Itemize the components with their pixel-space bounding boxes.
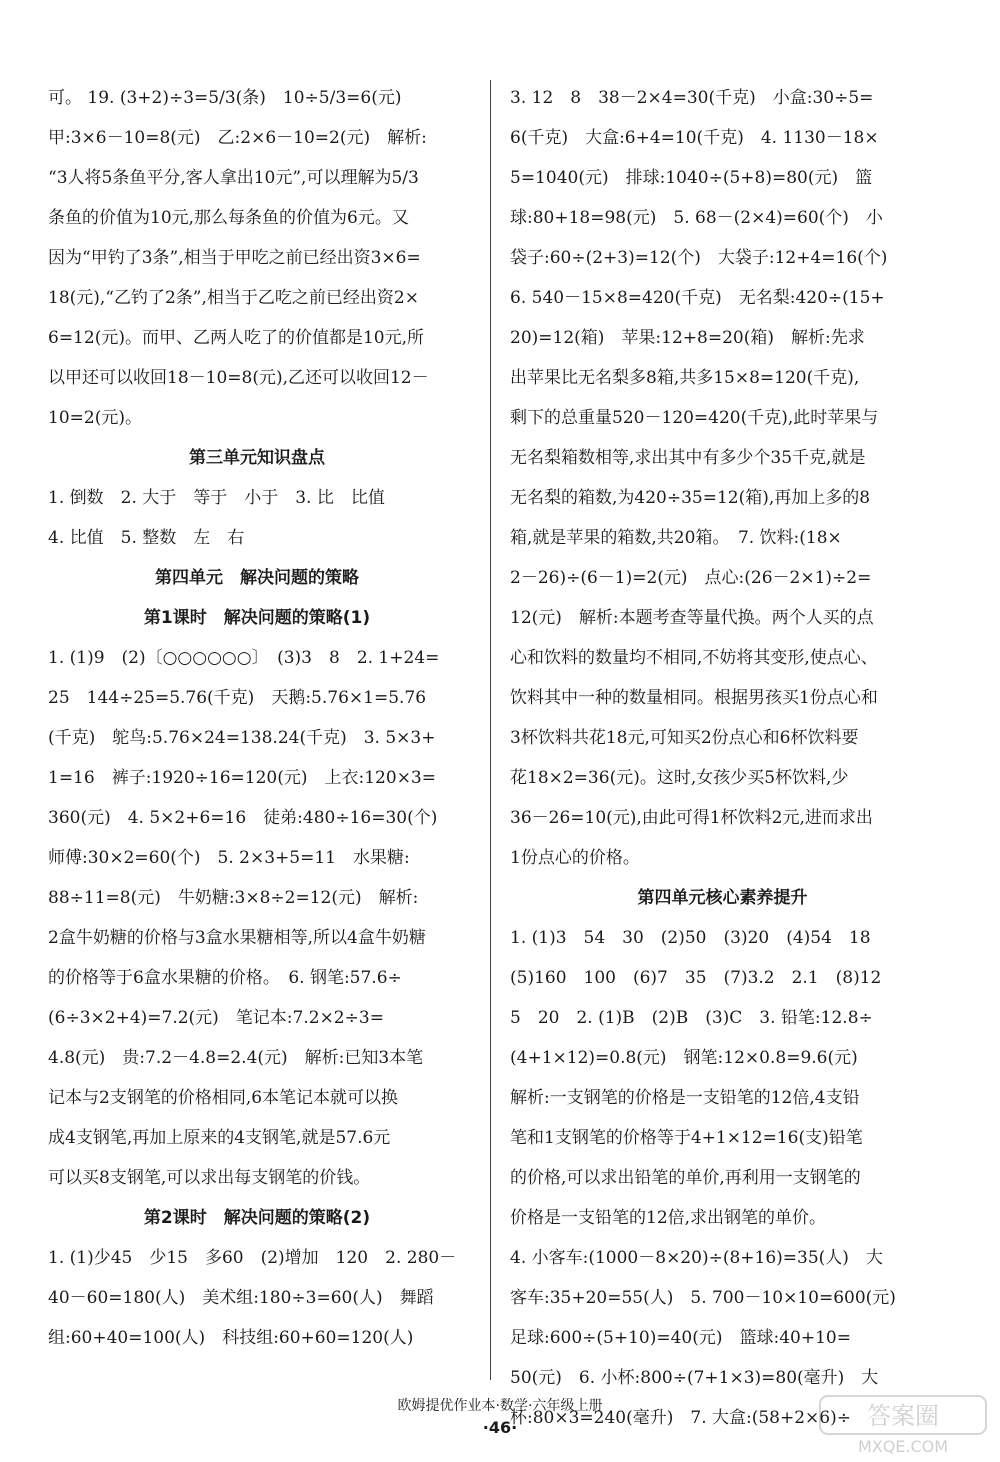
text-line: 12(元) 解析:本题考查等量代换。两个人买的点: [510, 608, 874, 628]
text-line: 1份点心的价格。: [510, 848, 640, 868]
text-line: 6(千克) 大盒:6+4=10(千克) 4. 1130－18×: [510, 128, 879, 148]
watermark-logo: [818, 1394, 988, 1458]
text-line: (6÷3×2+4)=7.2(元) 笔记本:7.2×2÷3=: [48, 1008, 384, 1028]
text-line: 无名梨的箱数,为420÷35=12(箱),再加上多的8: [510, 488, 871, 508]
text-line: 5=1040(元) 排球:1040÷(5+8)=80(元) 篮: [510, 168, 873, 188]
text-line: 1=16 裤子:1920÷16=120(元) 上衣:120×3=: [48, 768, 436, 788]
text-line: 因为“甲钓了3条”,相当于甲吃之前已经出资3×6=: [48, 248, 421, 268]
text-line: 组:60+40=100(人) 科技组:60+60=120(人): [48, 1328, 414, 1348]
text-line: 的价格,可以求出铅笔的单价,再利用一支钢笔的: [510, 1168, 861, 1188]
text-line: 足球:600÷(5+10)=40(元) 篮球:40+10=: [510, 1328, 851, 1348]
text-line: 可以买8支钢笔,可以求出每支钢笔的价钱。: [48, 1168, 371, 1188]
text-line: 50(元) 6. 小杯:800÷(7+1×3)=80(毫升) 大: [510, 1368, 879, 1388]
column-divider: [490, 80, 491, 1380]
text-line: 剩下的总重量520－120=420(千克),此时苹果与: [510, 408, 879, 428]
section-heading: 第2课时 解决问题的策略(2): [143, 1208, 371, 1228]
text-line: 1. 倒数 2. 大于 等于 小于 3. 比 比值: [48, 488, 385, 508]
text-line: 3. 12 8 38－2×4=30(千克) 小盒:30÷5=: [510, 88, 874, 108]
text-line: 甲:3×6－10=8(元) 乙:2×6－10=2(元) 解析:: [48, 128, 427, 148]
text-line: 4. 比值 5. 整数 左 右: [48, 528, 245, 548]
section-heading: 第三单元知识盘点: [189, 448, 325, 468]
text-line: 1. (1)3 54 30 (2)50 (3)20 (4)54 18: [510, 928, 871, 948]
svg-text:MXQE.COM: MXQE.COM: [857, 1437, 949, 1456]
text-line: 师傅:30×2=60(个) 5. 2×3+5=11 水果糖:: [48, 848, 410, 868]
text-line: 箱,就是苹果的箱数,共20箱。 7. 饮料:(18×: [510, 528, 842, 548]
text-line: 记本与2支钢笔的价格相同,6本笔记本就可以换: [48, 1088, 399, 1108]
section-heading: 第四单元核心素养提升: [637, 888, 808, 908]
text-line: 客车:35+20=55(人) 5. 700－10×10=600(元): [510, 1288, 896, 1308]
left-column: [48, 78, 466, 1358]
text-line: 18(元),“乙钓了2条”,相当于乙吃之前已经出资2×: [48, 288, 419, 308]
text-line: (5)160 100 (6)7 35 (7)3.2 2.1 (8)12: [510, 968, 882, 988]
svg-text:答案圈: 答案圈: [867, 1402, 939, 1430]
text-line: 杯:80×3=240(毫升) 7. 大盒:(58+2×6)÷: [510, 1408, 851, 1428]
text-line: (千克) 鸵鸟:5.76×24=138.24(千克) 3. 5×3+: [48, 728, 436, 748]
text-line: 饮料其中一种的数量相同。根据男孩买1份点心和: [510, 688, 878, 708]
section-heading: 第1课时 解决问题的策略(1): [143, 608, 371, 628]
text-line: 无名梨箱数相等,求出其中有多少个35千克,就是: [510, 448, 866, 468]
text-line: 6=12(元)。而甲、乙两人吃了的价值都是10元,所: [48, 328, 424, 348]
text-line: 花18×2=36(元)。这时,女孩少买5杯饮料,少: [510, 768, 849, 788]
text-line: 360(元) 4. 5×2+6=16 徒弟:480÷16=30(个): [48, 808, 438, 828]
text-line: 10=2(元)。: [48, 408, 142, 428]
text-line: 3杯饮料共花18元,可知买2份点心和6杯饮料要: [510, 728, 859, 748]
text-line: 成4支钢笔,再加上原来的4支钢笔,就是57.6元: [48, 1128, 391, 1148]
text-line: 解析:一支钢笔的价格是一支铅笔的12倍,4支铅: [510, 1088, 860, 1108]
text-line: 心和饮料的数量均不相同,不妨将其变形,使点心、: [510, 648, 878, 668]
text-line: 以甲还可以收回18－10=8(元),乙还可以收回12－: [48, 368, 429, 388]
text-line: 2－26)÷(6－1)=2(元) 点心:(26－2×1)÷2=: [510, 568, 872, 588]
text-line: 5 20 2. (1)B (2)B (3)C 3. 铅笔:12.8÷: [510, 1008, 873, 1028]
text-line: 可。 19. (3+2)÷3=5/3(条) 10÷5/3=6(元): [48, 88, 402, 108]
text-line: 88÷11=8(元) 牛奶糖:3×8÷2=12(元) 解析:: [48, 888, 419, 908]
text-line: 1. (1)少45 少15 多60 (2)增加 120 2. 280－: [48, 1248, 457, 1268]
section-heading: 第四单元 解决问题的策略: [155, 568, 359, 588]
text-line: 4.8(元) 贵:7.2－4.8=2.4(元) 解析:已知3本笔: [48, 1048, 424, 1068]
text-line: 20)=12(箱) 苹果:12+8=20(箱) 解析:先求: [510, 328, 865, 348]
text-line: 2盒牛奶糖的价格与3盒水果糖相等,所以4盒牛奶糖: [48, 928, 426, 948]
text-line: “3人将5条鱼平分,客人拿出10元”,可以理解为5/3: [48, 168, 419, 188]
text-line: (4+1×12)=0.8(元) 钢笔:12×0.8=9.6(元): [510, 1048, 858, 1068]
text-line: 40－60=180(人) 美术组:180÷3=60(人) 舞蹈: [48, 1288, 434, 1308]
text-line: 条鱼的价值为10元,那么每条鱼的价值为6元。又: [48, 208, 409, 228]
text-line: 袋子:60÷(2+3)=12(个) 大袋子:12+4=16(个): [510, 248, 888, 268]
text-line: 1. (1)9 (2)〔○○○○○○〕 (3)3 8 2. 1+24=: [48, 648, 440, 668]
text-line: 36－26=10(元),由此可得1杯饮料2元,进而求出: [510, 808, 873, 828]
book-footer: 欧姆提优作业本·数学·六年级上册: [397, 1398, 603, 1414]
text-line: 的价格等于6盒水果糖的价格。 6. 钢笔:57.6÷: [48, 968, 402, 988]
text-line: 25 144÷25=5.76(千克) 天鹅:5.76×1=5.76: [48, 688, 427, 708]
text-line: 出苹果比无名梨多8箱,共多15×8=120(千克),: [510, 368, 860, 388]
right-column: [510, 78, 935, 1438]
text-line: 球:80+18=98(元) 5. 68－(2×4)=60(个) 小: [510, 208, 883, 228]
text-line: 价格是一支铅笔的12倍,求出钢笔的单价。: [510, 1208, 827, 1228]
page-number: ·46·: [482, 1418, 518, 1437]
text-line: 4. 小客车:(1000－8×20)÷(8+16)=35(人) 大: [510, 1248, 883, 1268]
text-line: 6. 540－15×8=420(千克) 无名梨:420÷(15+: [510, 288, 885, 308]
text-line: 笔和1支钢笔的价格等于4+1×12=16(支)铅笔: [510, 1128, 863, 1148]
